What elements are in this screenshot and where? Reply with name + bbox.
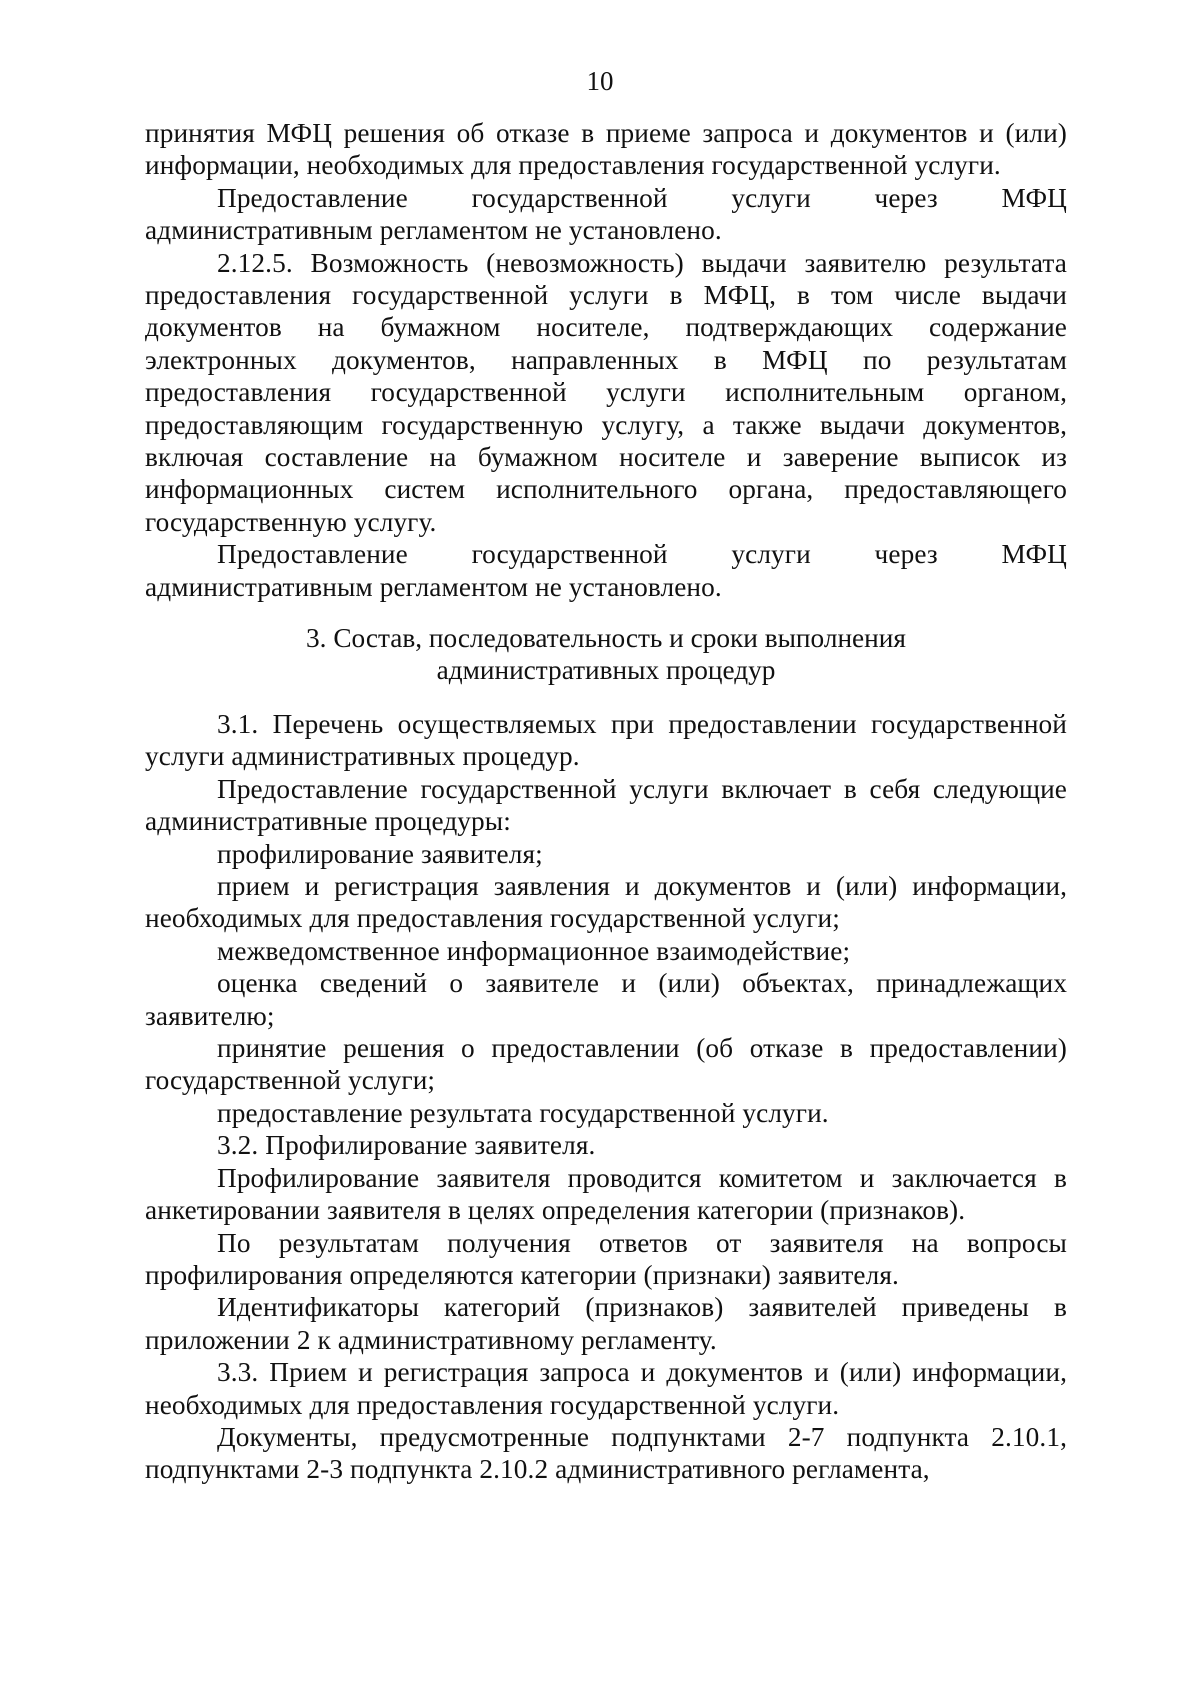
paragraph: Предоставление государственной услуги включает в себя следующие административные процедуры: <box>145 773 1067 837</box>
section-heading-line: 3. Состав, последовательность и сроки выполнения <box>306 623 906 653</box>
paragraph: Профилирование заявителя проводится комитетом и заключается в анкетировании заявителя в целях определения категории (признаков). <box>145 1162 1067 1226</box>
top-text-block <box>145 117 1067 603</box>
list-item: профилирование заявителя; <box>217 838 543 869</box>
paragraph: Предоставление государственной услуги через МФЦ административным регламентом не установлено. <box>145 539 1067 602</box>
list-item: межведомственное информационное взаимодействие; <box>217 935 851 966</box>
paragraph: Идентификаторы категорий (признаков) заявителей приведены в приложении 2 к административному регламенту. <box>145 1292 1067 1355</box>
page-number: 10 <box>586 66 614 96</box>
paragraph: 2.12.5. Возможность (невозможность) выдачи заявителю результата предоставления государственной услуги в МФЦ, в том числе выдачи документов на бумажном носителе, подтверждающих содержание электронных документов, направленных в МФЦ по результатам предоставления государственной услуги исполнительным органом, предоставляющим государственную услугу, а также выдачи документов, включая составление на бумажном носителе и заверение выписок из информационных систем исполнительного органа, предоставляющего государственную услугу. <box>145 247 1067 537</box>
list-item: прием и регистрация заявления и документов и (или) информации, необходимых для предоставления государственной услуги; <box>145 871 1067 934</box>
paragraph: 3.1. Перечень осуществляемых при предоставлении государственной услуги административных процедур. <box>145 709 1067 772</box>
paragraph: 3.2. Профилирование заявителя. <box>217 1130 596 1161</box>
paragraph: Документы, предусмотренные подпунктами 2-7 подпункта 2.10.1, подпунктами 2-3 подпункта 2.10.2 административного регламента, <box>145 1421 1067 1485</box>
paragraph: По результатам получения ответов от заявителя на вопросы профилирования определяются категории (признаки) заявителя. <box>145 1227 1067 1290</box>
section-heading-line: административных процедур <box>436 655 776 686</box>
list-item: предоставление результата государственной услуги. <box>217 1097 829 1128</box>
list-item: принятие решения о предоставлении (об отказе в предоставлении) государственной услуги; <box>145 1033 1067 1096</box>
list-item: оценка сведений о заявителе и (или) объектах, принадлежащих заявителю; <box>145 968 1067 1031</box>
paragraph: Предоставление государственной услуги через МФЦ административным регламентом не установлено. <box>145 182 1067 246</box>
section-heading <box>145 622 1067 687</box>
section-body <box>145 708 1067 1486</box>
paragraph: 3.3. Прием и регистрация запроса и документов и (или) информации, необходимых для предоставления государственной услуги. <box>145 1357 1067 1420</box>
paragraph: принятия МФЦ решения об отказе в приеме запроса и документов и (или) информации, необходимых для предоставления государственной услуги. <box>145 118 1067 181</box>
